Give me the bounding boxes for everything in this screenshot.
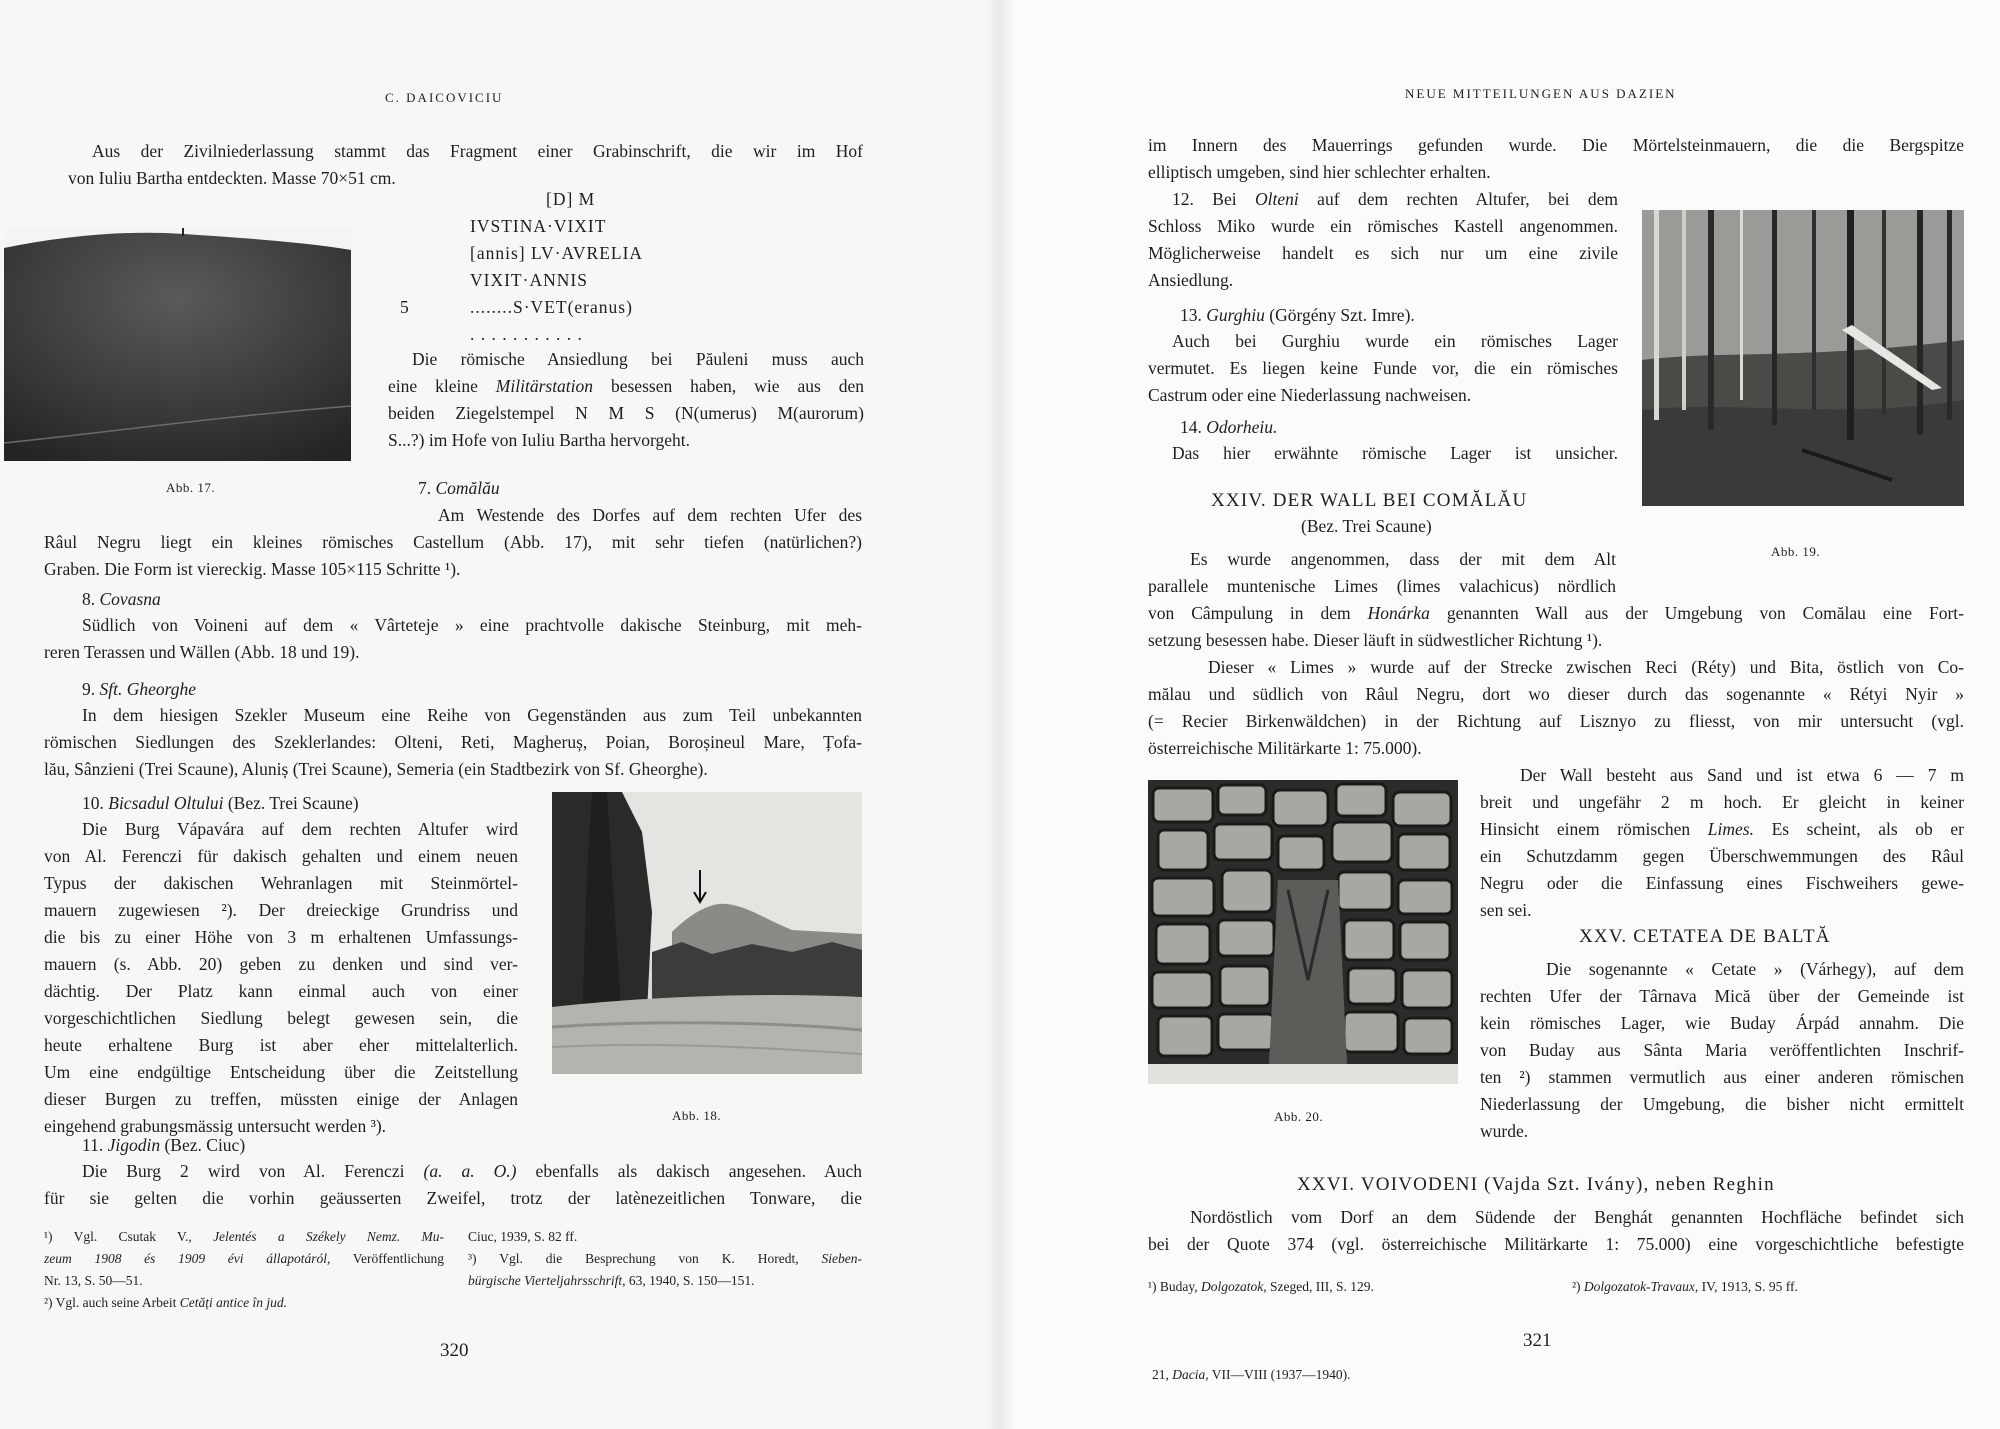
text-line: eine kleine Militärstation besessen haben, wie aus den [388,376,864,396]
inscription-line: VIXIT·ANNIS [470,270,588,290]
text-line: (= Recier Birkenwäldchen) in der Richtung auf Lisznyo zu fliesst, von mir untersucht (vgl. [1148,711,1964,731]
footnotes-right-col [468,1226,862,1292]
text-line: reren Terassen und Wällen (Abb. 18 und 19). [44,642,360,662]
inscription [470,186,643,348]
section-10-heading: 10. Bicsadul Oltului (Bez. Trei Scaune) [82,793,359,813]
section-11-heading: 11. Jigodin (Bez. Ciuc) [82,1135,246,1155]
text-line: Die Burg Vápavára auf dem rechten Altufer wird [82,819,518,839]
text-line: vorgeschichtlichen Siedlung belegt gewesen sein, die [44,1008,518,1028]
inscription-line: [annis] LV·AVRELIA [470,243,644,263]
footnote-2-cont: Ciuc, 1939, S. 82 ff. [468,1229,578,1244]
page-number-left: 320 [440,1340,469,1361]
text-line: Die römische Ansiedlung bei Păuleni muss auch [412,349,864,369]
footnote-2-right: ²) Dolgozatok-Travaux, IV, 1913, S. 95 ff. [1572,1279,1798,1294]
arrow-down-icon [693,870,707,904]
photo-abb-18 [552,792,862,1074]
text-line: mauern (s. Abb. 20) geben zu denken und sind ver- [44,954,518,974]
section-12-text [1148,186,1618,294]
text-line: von Buday aus Sânta Maria veröffentlichten Inschrif- [1480,1040,1964,1060]
text-line: Graben. Die Form ist viereckig. Masse 105×115 Schritte ¹). [44,559,461,579]
text-line: Um eine endgültige Entscheidung über die Zeitstellung [44,1062,518,1082]
section-8-text [44,612,862,666]
section-7-text [44,502,862,583]
text-line: mauern zugewiesen ²). Der dreieckige Grundriss und [44,900,518,920]
book-gutter [985,0,1015,1429]
text-line: Am Westende des Dorfes auf dem rechten Ufer des [438,505,862,525]
text-line: Das hier erwähnte römische Lager ist unsicher. [1172,443,1618,463]
text-line: Südlich von Voineni auf dem « Vârteteje » eine prachtvolle dakische Steinburg, mit meh- [82,615,862,635]
text-line: die bis zu einer Höhe von 3 m erhaltenen Umfassungs- [44,927,518,947]
text-line: eingehend grabungsmässig untersucht werden ³). [44,1116,387,1136]
wall-paragraph [1148,546,1964,654]
section-14-heading: 14. Odorheiu. [1180,417,1278,437]
text-line: Nordöstlich vom Dorf an dem Südende der Benghát genannten Hochfläche befindet sich [1190,1207,1964,1227]
text-line: vermutet. Es liegen keine Funde vor, die ein römisches [1148,358,1618,378]
section-25-heading: XXV. CETATEA DE BALTĂ [1579,926,1831,947]
text-line: Niederlassung der Umgebung, die bisher nicht ermittelt [1480,1094,1964,1114]
text-line: Ansiedlung. [1148,270,1234,290]
text-line: beiden Ziegelstempel N M S (N(umerus) M(aurorum) [388,403,864,423]
footnote-1-right: ¹) Buday, Dolgozatok, Szeged, III, S. 129. [1148,1279,1374,1294]
inscription-line: . . . . . . . . . . . [470,324,583,344]
caption-abb-18: Abb. 18. [672,1108,722,1123]
text-line: Typus der dakischen Wehranlagen mit Steinmörtel- [44,873,518,893]
text-line: Negru oder die Einfassung eines Fischweihers gewe- [1480,873,1964,893]
section-9-text [44,702,862,783]
voivodeni-paragraph [1148,1204,1964,1258]
militarstation-paragraph [388,346,864,454]
text-line: Die sogenannte « Cetate » (Várhegy), auf dem [1546,959,1964,979]
text-line: heute erhaltene Burg ist aber eher mittelalterlich. [44,1035,518,1055]
text-line: parallele muntenische Limes (limes valachicus) nördlich [1148,576,1616,596]
page-number-right: 321 [1523,1330,1552,1351]
text-line: römischen Siedlungen des Szeklerlandes: Olteni, Reti, Magheruș, Poian, Boroșineul Mare, Țofa- [44,732,862,752]
section-13-heading: 13. Gurghiu (Görgény Szt. Imre). [1180,305,1415,325]
text-line: breit und ungefähr 2 m hoch. Er gleicht in keiner [1480,792,1964,812]
text-line: Hinsicht einem römischen Limes. Es scheint, als ob er [1480,819,1964,839]
footnote-1: ¹) Vgl. Csutak V., Jelentés a Székely Nemz. Mu- [44,1229,444,1244]
text-line: Dieser « Limes » wurde auf der Strecke zwischen Reci (Réty) und Bita, östlich von Co- [1208,657,1964,677]
running-header: C. DAICOVICIU [385,90,504,105]
inscription-line: IVSTINA·VIXIT [470,216,607,236]
text-line: mălau und südlich von Râul Negru, dort wo dieser durch das sogenannte « Rétyi Nyir » [1148,684,1964,704]
text-line: dächtig. Der Platz kann einmal auch von einer [44,981,518,1001]
text-line: für sie gelten die vorhin geäusserten Zweifel, trotz der latènezeitlichen Tonware, die [44,1188,862,1208]
text-line: von Al. Ferenczi für dakisch gehalten und einem neuen [44,846,518,866]
text-line: S...?) im Hofe von Iuliu Bartha hervorgeht. [388,430,690,450]
text-line: sen sei. [1480,900,1532,920]
section-11-text [44,1158,862,1212]
section-24-heading: XXIV. DER WALL BEI COMĂLĂU [1211,490,1528,511]
text-line: Möglicherweise handelt es sich nur um eine zivile [1148,243,1618,263]
sand-paragraph [1480,762,1964,924]
footnote-1-cont: Nr. 13, S. 50—51. [44,1273,143,1288]
limes-paragraph [1148,654,1964,762]
footnotes-left-col [44,1226,444,1314]
text-line: österreichische Militärkarte 1: 75.000). [1148,738,1422,758]
section-26-heading: XXVI. VOIVODENI (Vajda Szt. Ivány), neben Reghin [1297,1174,1775,1195]
section-10-text [44,816,518,1140]
photo-abb-17 [4,228,351,461]
text-line: rechten Ufer der Târnava Mică über der Gemeinde ist [1480,986,1964,1006]
text-line: Râul Negru liegt ein kleines römisches Castellum (Abb. 17), mit sehr tiefen (natürlichen?) [44,532,862,552]
text-line: lău, Sânzieni (Trei Scaune), Aluniș (Trei Scaune), Semeria (ein Stadtbezirk von Sf. Gheorghe). [44,759,708,779]
text-line: Die Burg 2 wird von Al. Ferenczi (a. a. O.) ebenfalls als dakisch angesehen. Auch [82,1161,862,1181]
text-line: im Innern des Mauerrings gefunden wurde. Die Mörtelsteinmauern, die die Bergspitze [1148,135,1964,155]
running-header: NEUE MITTEILUNGEN AUS DAZIEN [1405,86,1677,101]
text-line: Auch bei Gurghiu wurde ein römisches Lager [1172,331,1618,351]
text-line: setzung besessen habe. Dieser läuft in südwestlicher Richtung ¹). [1148,630,1603,650]
text-line: dieser Burgen zu treffen, müssten einige der Anlagen [44,1089,518,1109]
text-line: Schloss Miko wurde ein römisches Kastell angenommen. [1148,216,1618,236]
text-line: von Câmpulung in dem Honárka genannten Wall aus der Umgebung von Comălau eine Fort- [1148,603,1964,623]
section-7-heading: 7. Comălău [418,478,500,498]
text-line: 12. Bei Olteni auf dem rechten Altufer, bei dem [1172,189,1618,209]
continuation-paragraph [1148,132,1964,186]
signature-line: 21, Dacia, VII—VIII (1937—1940). [1152,1367,1351,1382]
text-line: Es wurde angenommen, dass der mit dem Alt [1190,549,1616,569]
caption-abb-19: Abb. 19. [1771,544,1821,559]
text-line: elliptisch umgeben, sind hier schlechter erhalten. [1148,162,1491,182]
text-line: Der Wall besteht aus Sand und ist etwa 6 — 7 m [1520,765,1964,785]
photo-abb-19 [1642,210,1964,506]
section-9-heading: 9. Sft. Gheorghe [82,679,197,699]
section-13-text [1148,328,1618,409]
caption-abb-17: Abb. 17. [166,480,216,495]
text-line: Castrum oder eine Niederlassung nachweisen. [1148,385,1472,405]
text-line: wurde. [1480,1121,1529,1141]
text-line: ein Schutzdamm gegen Überschwemmungen des Râul [1480,846,1964,866]
text-line: bei der Quote 374 (vgl. österreichische Militärkarte 1: 75.000) eine vorgeschichtliche befestigte [1148,1234,1964,1254]
inscription-line: ........S·VET(eranus) [470,297,633,317]
photo-abb-20 [1148,780,1458,1084]
text-line: kein römisches Lager, wie Buday Árpád annahm. Die [1480,1013,1964,1033]
text-line: In dem hiesigen Szekler Museum eine Reihe von Gegenständen aus zum Teil unbekannten [82,705,862,725]
text-line: Aus der Zivilniederlassung stammt das Fragment einer Grabinschrift, die wir im Hof [92,141,863,161]
section-8-heading: 8. Covasna [82,589,161,609]
section-24-subheading: (Bez. Trei Scaune) [1301,516,1432,536]
caption-abb-20: Abb. 20. [1274,1109,1324,1124]
text-line: von Iuliu Bartha entdeckten. Masse 70×51 cm. [68,168,396,188]
footnote-3-cont: bürgische Vierteljahrsschrift, 63, 1940, S. 150—151. [468,1273,755,1288]
footnote-2: ²) Vgl. auch seine Arbeit Cetăți antice în jud. [44,1295,288,1310]
balta-paragraph [1480,956,1964,1145]
inscription-line: [D] M [546,189,596,209]
footnote-3: ³) Vgl. die Besprechung von K. Horedt, Sieben- [468,1251,862,1266]
intro-paragraph [68,138,863,192]
inscription-line-number: 5 [400,297,410,317]
footnote-1-cont: zeum 1908 és 1909 évi állapotáról, Veröffentlichung [44,1251,444,1266]
text-line: ten ²) stammen vermutlich aus einer anderen römischen [1480,1067,1964,1087]
section-14-text [1148,440,1618,467]
